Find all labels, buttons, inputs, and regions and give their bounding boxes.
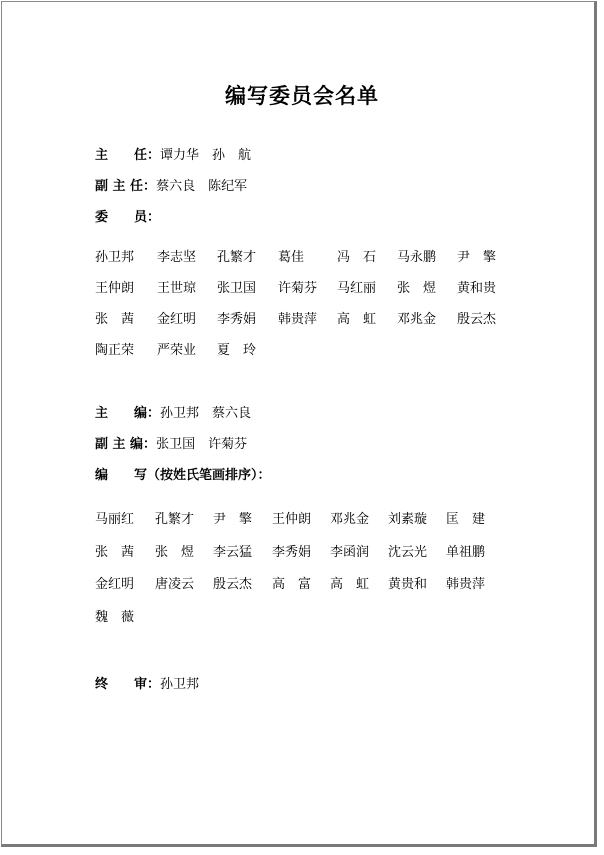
members-label: 委 员： [95,210,161,225]
member-name: 高 虹 [337,312,377,327]
member-name: 马红丽 [337,281,377,296]
member-name: 尹 擎 [457,250,497,265]
chief-editor-label: 主 编： [95,406,161,421]
member-name: 张卫国 [217,281,257,296]
member-name: 邓兆金 [397,312,437,327]
chief-editor-line [95,406,251,422]
writers-label: 编 写（按姓氏笔画排序）： [95,468,271,483]
member-name: 冯 石 [337,250,377,265]
member-name: 李秀娟 [217,312,257,327]
member-name: 张 茜 [95,312,135,327]
member-name: 王世琼 [157,281,197,296]
writer-name: 张 煜 [155,545,195,560]
writer-name: 李函润 [330,545,370,560]
writer-name: 王仲朗 [272,512,312,527]
writers-line [95,468,271,484]
writer-name: 马丽红 [95,512,135,527]
member-name: 殷云杰 [457,312,497,327]
writer-name: 黄贵和 [388,577,428,592]
deputy-director-line [95,179,247,195]
writer-name: 沈云光 [388,545,428,560]
deputy-editor-line [95,437,247,453]
director-label: 主 任： [95,148,161,163]
writer-name: 高 虹 [330,577,370,592]
writer-name: 单祖鹏 [446,545,486,560]
final-review-names: 孙卫邦 [160,677,200,692]
writer-name: 刘素璇 [388,512,428,527]
writer-name: 张 茜 [95,545,135,560]
deputy-director-label: 副 主 任： [95,179,157,194]
member-name: 黄和贵 [457,281,497,296]
member-name: 孙卫邦 [95,250,135,265]
member-name: 金红明 [157,312,197,327]
member-name: 孔繁才 [217,250,257,265]
member-name: 许菊芬 [278,281,318,296]
member-name: 韩贵萍 [278,312,318,327]
member-name: 夏 玲 [217,343,257,358]
director-names: 谭力华 孙 航 [160,148,252,163]
writer-name: 高 富 [272,577,312,592]
final-review-label: 终 审： [95,677,161,692]
member-name: 葛佳 [278,250,305,265]
writer-name: 邓兆金 [330,512,370,527]
writer-name: 尹 擎 [213,512,253,527]
writer-name: 李秀娟 [272,545,312,560]
document-page [1,1,597,847]
director-line [95,148,251,164]
writer-name: 金红明 [95,577,135,592]
member-name: 王仲朗 [95,281,135,296]
chief-editor-names: 孙卫邦 蔡六良 [160,406,252,421]
writer-name: 孔繁才 [155,512,195,527]
member-name: 马永鹏 [397,250,437,265]
member-name: 严荣业 [157,343,197,358]
writer-name: 匡 建 [446,512,486,527]
members-line [95,210,160,226]
deputy-editor-label: 副 主 编： [95,437,157,452]
page-title: 编写委员会名单 [225,84,379,108]
member-name: 陶正荣 [95,343,135,358]
final-review-line [95,677,199,693]
member-name: 张 煜 [397,281,437,296]
deputy-director-names: 蔡六良 陈纪军 [156,179,248,194]
deputy-editor-names: 张卫国 许菊芬 [156,437,248,452]
writer-name: 殷云杰 [213,577,253,592]
writer-name: 魏 薇 [95,610,135,625]
writer-name: 唐凌云 [155,577,195,592]
writer-name: 李云猛 [213,545,253,560]
member-name: 李志坚 [157,250,197,265]
writer-name: 韩贵萍 [446,577,486,592]
